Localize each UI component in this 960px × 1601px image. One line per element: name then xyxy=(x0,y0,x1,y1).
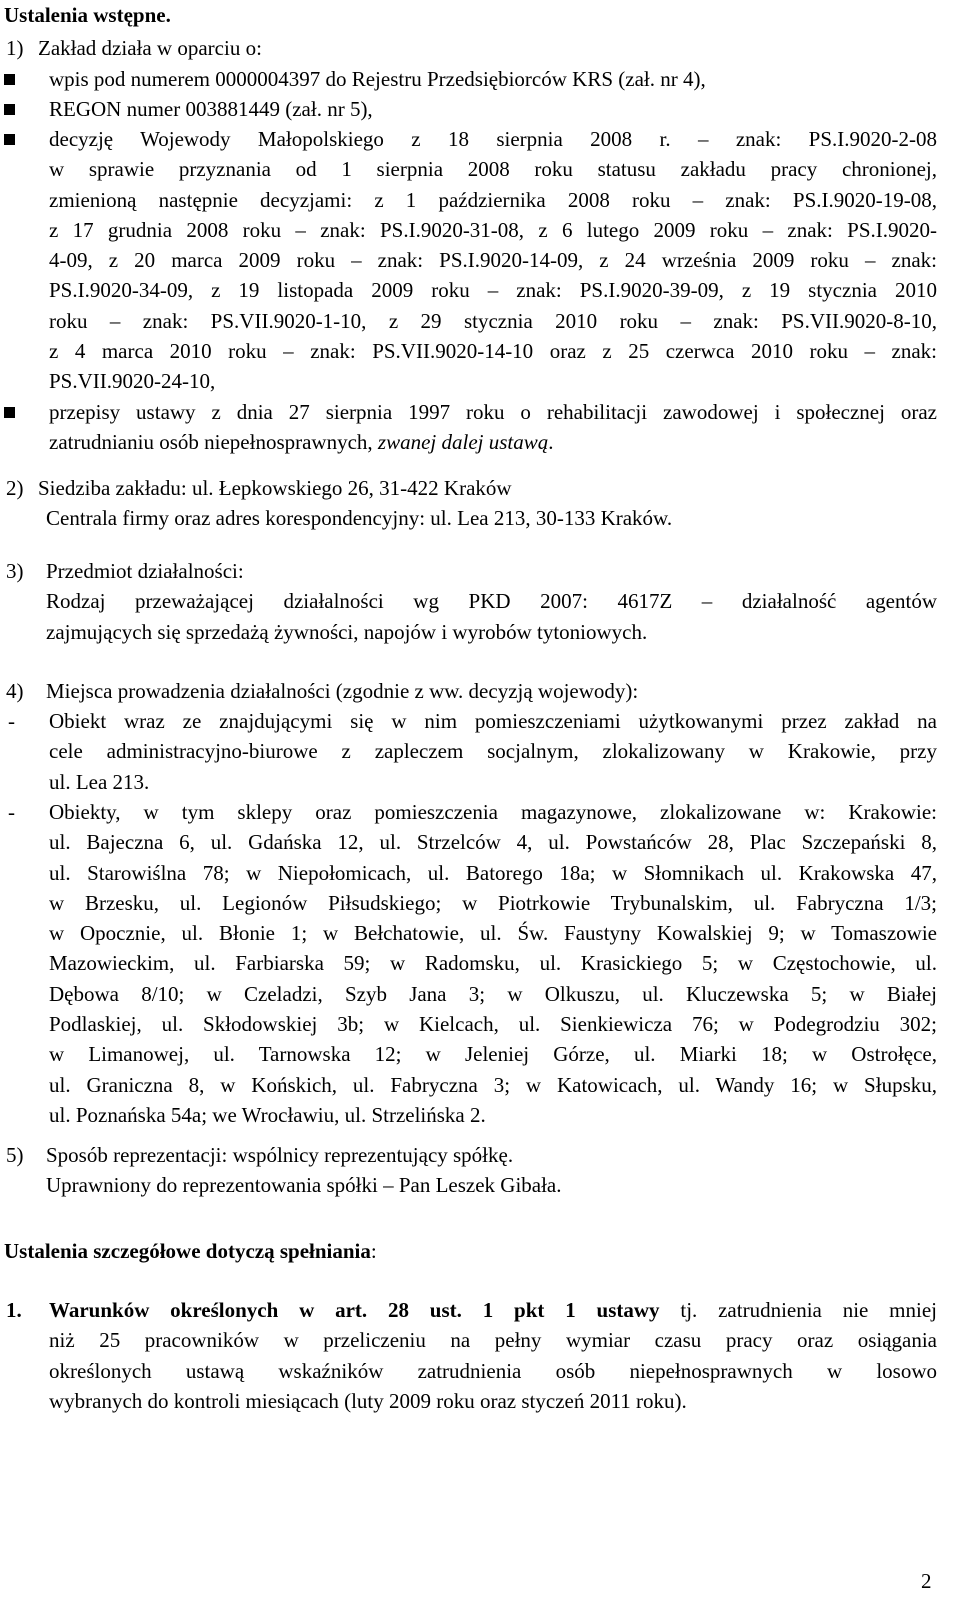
text-line: PS.VII.9020-24-10, xyxy=(49,369,216,394)
text-line: określonych ustawą wskaźników zatrudnienia osób niepełnosprawnych w losowo xyxy=(49,1358,937,1383)
bullet-square-icon xyxy=(4,407,15,418)
uprawniony-line: Uprawniony do reprezentowania spółki – Pan Leszek Gibała. xyxy=(46,1173,562,1198)
dash-marker: - xyxy=(8,800,15,824)
text-line: Mazowieckim, ul. Farbiarska 59; w Radomsku, ul. Krasickiego 5; w Częstochowie, ul. xyxy=(49,951,937,976)
bullet-text-regon: REGON numer 003881449 (zał. nr 5), xyxy=(49,97,373,121)
section-4-item-1-text xyxy=(49,706,937,797)
text-line: roku – znak: PS.VII.9020-1-10, z 29 stycznia 2010 roku – znak: PS.VII.9020-8-10, xyxy=(49,308,937,333)
bullet-square-icon xyxy=(4,104,15,115)
text-line: w Opocznie, ul. Błonie 1; w Bełchatowie, ul. Św. Faustyny Kowalskiej 9; w Tomaszowie xyxy=(49,921,937,946)
centrala-line: Centrala firmy oraz adres korespondencyjny: ul. Lea 213, 30-133 Kraków. xyxy=(46,506,673,531)
section-4-title: Miejsca prowadzenia działalności (zgodnie z ww. decyzją wojewody): xyxy=(46,679,639,703)
bullet-text-decyzja xyxy=(49,124,937,397)
heading-colon: : xyxy=(370,1239,377,1263)
text-line: ul. Starowiślna 78; w Niepołomicach, ul. Batorego 18a; w Słomnikach ul. Krakowska 47, xyxy=(49,860,937,885)
text-span: . xyxy=(548,430,554,455)
text-line: w Limanowej, ul. Tarnowska 12; w Jeleniej Górze, ul. Miarki 18; w Ostrołęce, xyxy=(49,1042,937,1067)
section-2-number: 2) xyxy=(6,476,24,500)
text-line: cele administracyjno-biurowe z zapleczem socjalnym, zlokalizowany w Krakowie, przy xyxy=(49,739,937,764)
dash-marker: - xyxy=(8,709,15,733)
section-4-title-row xyxy=(0,676,960,706)
text-line: Rodzaj przeważającej działalności wg PKD 2007: 4617Z – działalność agentów xyxy=(46,589,937,614)
text-line: decyzję Wojewody Małopolskiego z 18 sierpnia 2008 r. – znak: PS.I.9020-2-08 xyxy=(49,127,937,151)
text-line: ul. Graniczna 8, w Końskich, ul. Fabryczna 3; w Katowicach, ul. Wandy 16; w Słupsku, xyxy=(49,1072,937,1097)
section-1-title: Zakład działa w oparciu o: xyxy=(38,36,262,60)
section-1-title-row xyxy=(0,33,960,63)
siedziba-line: Siedziba zakładu: ul. Łepkowskiego 26, 31-422 Kraków xyxy=(38,476,512,500)
text-line: w sprawie przyznania od 1 sierpnia 2008 roku statusu zakładu pracy chronionej, xyxy=(49,157,937,182)
italic-defined-term: zwanej dalej ustawą xyxy=(377,430,549,455)
bullet-text-ustawa xyxy=(49,397,937,458)
text-line: w Brzesku, ul. Legionów Piłsudskiego; w Piotrkowie Trybunalskim, ul. Fabryczna 1/3; xyxy=(49,890,937,915)
text-line: przepisy ustawy z dnia 27 sierpnia 1997 roku o rehabilitacji zawodowej i społecznej oraz xyxy=(49,400,937,424)
text-line xyxy=(49,427,937,457)
text-line: Obiekty, w tym sklepy oraz pomieszczenia magazynowe, zlokalizowane w: Krakowie: xyxy=(49,800,937,824)
section-4-number: 4) xyxy=(6,679,24,703)
text-line: zajmujących się sprzedażą żywności, napojów i wyrobów tytoniowych. xyxy=(46,619,648,644)
text-line: 4-09, z 20 marca 2009 roku – znak: PS.I.9020-14-09, z 24 września 2009 roku – znak: xyxy=(49,248,937,273)
detail-item-1-number: 1. xyxy=(6,1298,22,1322)
text-line xyxy=(49,1295,937,1325)
text-span: zatrudnianiu osób niepełnosprawnych, xyxy=(49,430,378,455)
text-span: tj. zatrudnienia nie mniej xyxy=(659,1298,937,1322)
warunki-bold: Warunków określonych w art. 28 ust. 1 pkt 1 ustawy xyxy=(49,1298,660,1322)
text-line: Dębowa 8/10; w Czeladzi, Szyb Jana 3; w Olkuszu, ul. Kluczewska 5; w Białej xyxy=(49,981,937,1006)
text-line: ul. Bajeczna 6, ul. Gdańska 12, ul. Strzelców 4, ul. Powstańców 28, Plac Szczepański 8, xyxy=(49,830,937,855)
text-line: ul. Lea 213. xyxy=(49,769,150,794)
text-line: PS.I.9020-34-09, z 19 listopada 2009 roku – znak: PS.I.9020-39-09, z 19 stycznia 2010 xyxy=(49,278,937,303)
text-line: z 4 marca 2010 roku – znak: PS.VII.9020-14-10 oraz z 25 czerwca 2010 roku – znak: xyxy=(49,339,937,364)
text-line: Podlaskiej, ul. Skłodowskiej 3b; w Kielcach, ul. Sienkiewicza 76; w Podegrodziu 302; xyxy=(49,1012,937,1037)
bullet-item-krs xyxy=(0,64,960,94)
reprezentacja-line: Sposób reprezentacji: wspólnicy reprezentujący spółkę. xyxy=(46,1143,514,1167)
text-line: wybranych do kontroli miesiącach (luty 2009 roku oraz styczeń 2011 roku). xyxy=(49,1388,687,1413)
section-4-item-2-text xyxy=(49,797,937,1130)
bullet-square-icon xyxy=(4,134,15,145)
section-5-number: 5) xyxy=(6,1143,24,1167)
heading-ustalenia-wstepne: Ustalenia wstępne. xyxy=(4,3,171,27)
section-5-body xyxy=(46,1140,937,1201)
section-3-body xyxy=(46,556,937,647)
detail-item-1-text xyxy=(49,1295,937,1416)
bullet-square-icon xyxy=(4,74,15,85)
text-line: niż 25 pracowników w przeliczeniu na pełny wymiar czasu pracy oraz osiągania xyxy=(49,1328,937,1353)
bullet-text-krs: wpis pod numerem 0000004397 do Rejestru Przedsiębiorców KRS (zał. nr 4), xyxy=(49,67,706,91)
text-line: Obiekt wraz ze znajdującymi się w nim pomieszczeniami użytkowanymi przez zakład na xyxy=(49,709,937,733)
heading-ustalenia-szczegolowe xyxy=(4,1236,377,1266)
section-1-number: 1) xyxy=(6,36,24,60)
section-2-body xyxy=(38,473,938,534)
heading-text: Ustalenia szczegółowe dotyczą spełniania xyxy=(4,1239,371,1263)
section-3-title: Przedmiot działalności: xyxy=(46,559,244,583)
section-3-number: 3) xyxy=(6,559,24,583)
text-line: z 17 grudnia 2008 roku – znak: PS.I.9020-31-08, z 6 lutego 2009 roku – znak: PS.I.9020- xyxy=(49,217,937,242)
bullet-item-regon xyxy=(0,94,960,124)
page-number: 2 xyxy=(921,1569,932,1593)
text-line: zmienioną następnie decyzjami: z 1 października 2008 roku – znak: PS.I.9020-19-08, xyxy=(49,187,937,212)
text-line: ul. Poznańska 54a; we Wrocławiu, ul. Strzelińska 2. xyxy=(49,1102,486,1127)
